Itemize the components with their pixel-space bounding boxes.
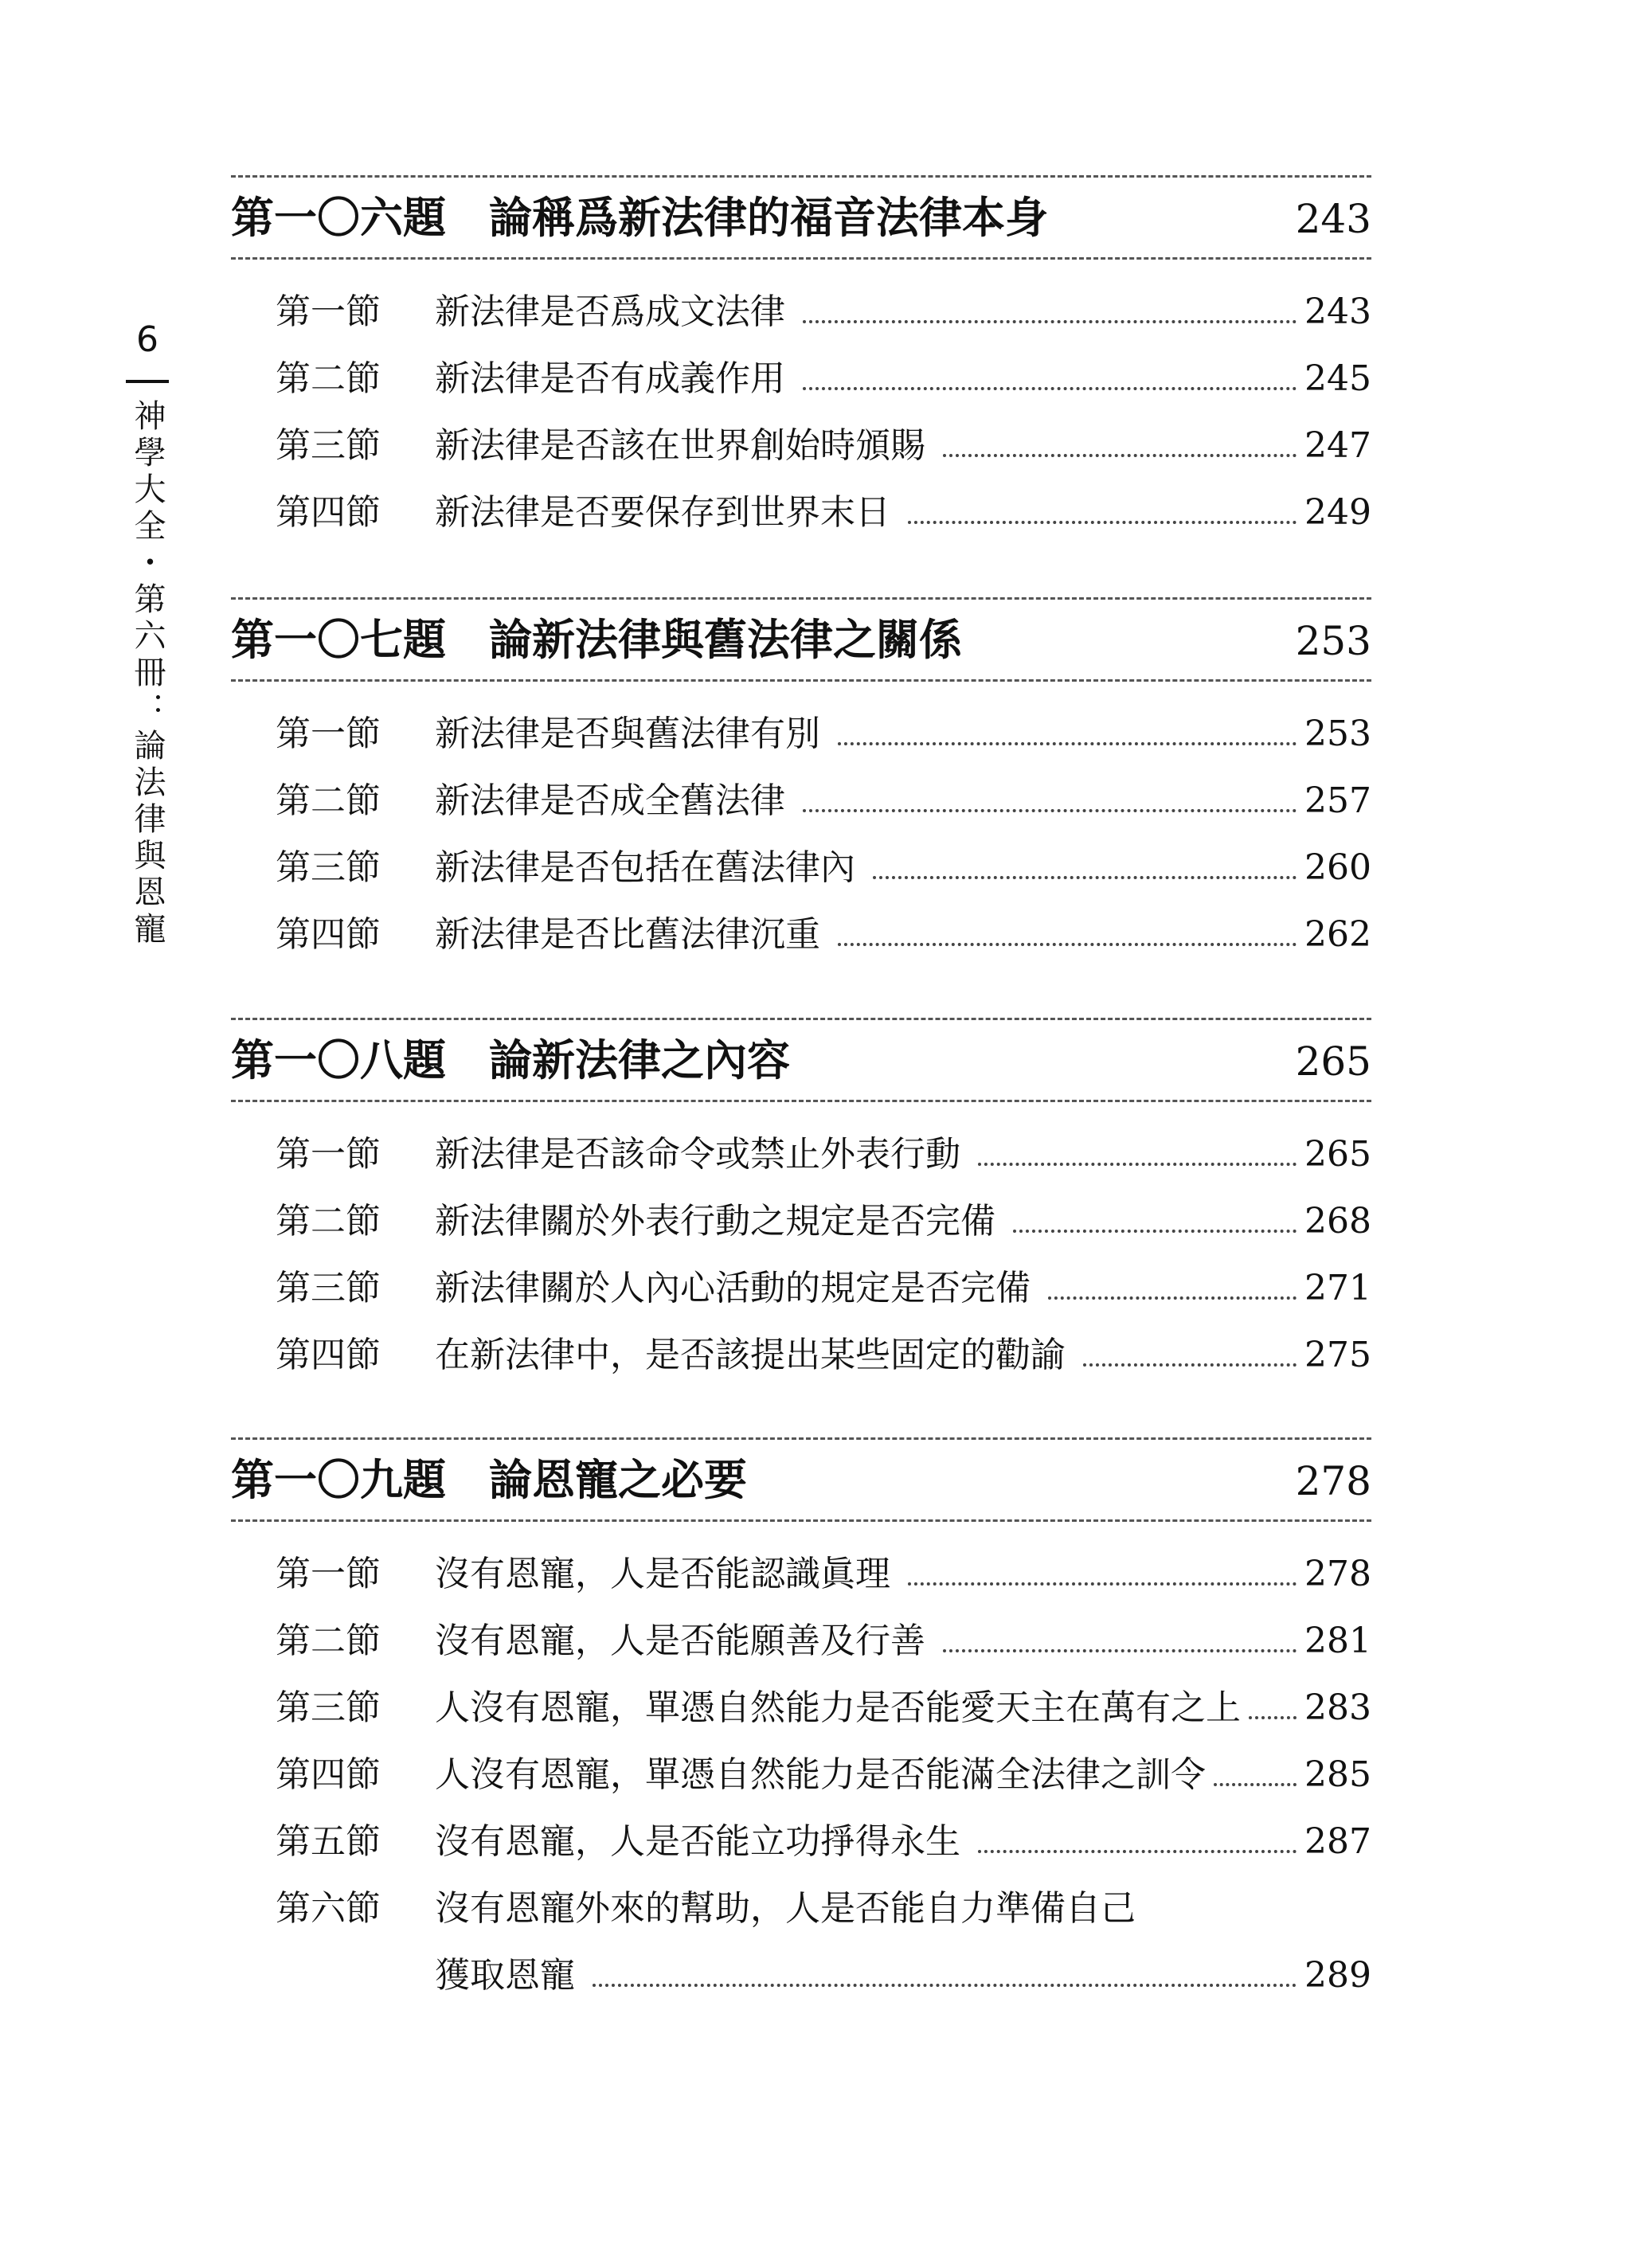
section-entry: [231, 1875, 1371, 1942]
section-entry: [231, 1121, 1371, 1188]
section-entry-continuation: [231, 1942, 1371, 2009]
chapter-page: 253: [1295, 618, 1371, 664]
chapter-page: 278: [1295, 1458, 1371, 1504]
section-list: [231, 1121, 1371, 1389]
section-title: 新法律是否成全舊法律: [435, 780, 785, 821]
section-title: 人沒有恩寵，單憑自然能力是否能滿全法律之訓令: [435, 1754, 1206, 1795]
section-page: 262: [1304, 914, 1371, 955]
section-list: [231, 279, 1371, 546]
dot-leader: [838, 943, 1297, 946]
dot-leader: [1083, 1363, 1297, 1367]
section-list: [231, 701, 1371, 968]
section-title: 新法律是否包括在舊法律內: [435, 847, 855, 888]
chapter-106: [231, 175, 1371, 546]
section-entry: [231, 835, 1371, 901]
dot-leader: [978, 1163, 1297, 1166]
section-page: 253: [1304, 714, 1371, 754]
section-title: 新法律是否該命令或禁止外表行動: [435, 1134, 960, 1175]
chapter-108: [231, 1018, 1371, 1389]
section-page: 249: [1304, 492, 1371, 533]
dot-leader: [978, 1850, 1297, 1853]
dot-leader: [943, 1649, 1297, 1652]
chapter-bottom-rule: [231, 1519, 1371, 1522]
section-label: 第一節: [276, 714, 381, 754]
section-title: 人沒有恩寵，單憑自然能力是否能愛天主在萬有之上: [435, 1687, 1241, 1728]
section-label: 第四節: [276, 1754, 381, 1795]
section-label: 第三節: [276, 847, 381, 888]
section-label: 第三節: [276, 1687, 381, 1728]
section-title-continued: 獲取恩寵: [435, 1955, 575, 1996]
chapter-page: 265: [1295, 1038, 1371, 1085]
running-head-rule: [126, 380, 169, 383]
dot-leader: [873, 876, 1297, 879]
section-title: 沒有恩寵，人是否能願善及行善: [435, 1621, 925, 1661]
section-title: 新法律關於外表行動之規定是否完備: [435, 1201, 995, 1242]
section-page: 247: [1304, 425, 1371, 466]
section-title: 沒有恩寵，人是否能立功掙得永生: [435, 1821, 960, 1862]
chapter-heading: [231, 1440, 1371, 1519]
section-entry: [231, 901, 1371, 968]
section-title: 在新法律中，是否該提出某些固定的勸諭: [435, 1335, 1066, 1375]
book-title: 神學大全・第六冊：論法律與恩寵: [129, 399, 166, 948]
section-title: 沒有恩寵外來的幫助，人是否能自力準備自己: [435, 1888, 1136, 1929]
dot-leader: [838, 742, 1297, 745]
section-title: 新法律是否該在世界創始時頒賜: [435, 425, 925, 466]
section-label: 第二節: [276, 358, 381, 399]
chapter-title: 第一〇七題 論新法律與舊法律之關係: [231, 614, 962, 665]
section-entry: [231, 768, 1371, 835]
section-page: 268: [1304, 1201, 1371, 1242]
section-page: 245: [1304, 358, 1371, 399]
section-page: 260: [1304, 847, 1371, 888]
dot-leader: [593, 1984, 1297, 1987]
section-title: 新法律關於人內心活動的規定是否完備: [435, 1268, 1031, 1308]
section-page: 283: [1304, 1687, 1371, 1728]
chapter-title: 第一〇六題 論稱爲新法律的福音法律本身: [231, 192, 1048, 243]
section-page: 257: [1304, 780, 1371, 821]
dot-leader: [1214, 1783, 1297, 1786]
chapter-heading: [231, 600, 1371, 679]
chapter-bottom-rule: [231, 1100, 1371, 1102]
section-label: 第一節: [276, 1134, 381, 1175]
dot-leader: [1048, 1296, 1297, 1300]
section-label: 第六節: [276, 1888, 381, 1929]
section-page: 243: [1304, 291, 1371, 332]
section-page: 275: [1304, 1335, 1371, 1375]
section-entry: [231, 346, 1371, 413]
chapter-page: 243: [1295, 196, 1371, 242]
section-label: 第二節: [276, 1201, 381, 1242]
section-page: 287: [1304, 1821, 1371, 1862]
section-entry: [231, 1608, 1371, 1675]
section-page: 281: [1304, 1621, 1371, 1661]
section-label: 第三節: [276, 425, 381, 466]
section-entry: [231, 1188, 1371, 1255]
section-label: 第四節: [276, 914, 381, 955]
section-label: 第四節: [276, 492, 381, 533]
section-title: 新法律是否與舊法律有別: [435, 714, 820, 754]
section-entry: [231, 701, 1371, 768]
chapter-heading: [231, 178, 1371, 257]
section-title: 新法律是否有成義作用: [435, 358, 785, 399]
section-label: 第二節: [276, 1621, 381, 1661]
section-label: 第四節: [276, 1335, 381, 1375]
chapter-109: [231, 1437, 1371, 2009]
chapter-heading: [231, 1020, 1371, 1100]
section-page: 271: [1304, 1268, 1371, 1308]
section-title: 沒有恩寵，人是否能認識眞理: [435, 1554, 890, 1594]
running-head: [126, 319, 169, 948]
chapter-bottom-rule: [231, 257, 1371, 260]
dot-leader: [908, 1582, 1297, 1586]
dot-leader: [803, 809, 1297, 812]
dot-leader: [1249, 1716, 1297, 1719]
dot-leader: [803, 387, 1297, 390]
chapter-107: [231, 597, 1371, 968]
dot-leader: [1013, 1230, 1297, 1233]
section-entry: [231, 413, 1371, 479]
section-entry: [231, 279, 1371, 346]
section-title: 新法律是否比舊法律沉重: [435, 914, 820, 955]
section-title: 新法律是否爲成文法律: [435, 291, 785, 332]
section-label: 第三節: [276, 1268, 381, 1308]
page-number: 6: [136, 319, 158, 360]
chapter-title: 第一〇八題 論新法律之內容: [231, 1034, 790, 1085]
section-page: 278: [1304, 1554, 1371, 1594]
section-label: 第五節: [276, 1821, 381, 1862]
dot-leader: [943, 454, 1297, 457]
section-entry: [231, 1255, 1371, 1322]
chapter-title: 第一〇九題 論恩寵之必要: [231, 1454, 747, 1505]
section-entry: [231, 1742, 1371, 1809]
section-list: [231, 1541, 1371, 2009]
dot-leader: [803, 320, 1297, 323]
section-page: 265: [1304, 1134, 1371, 1175]
section-entry: [231, 1809, 1371, 1875]
section-title: 新法律是否要保存到世界末日: [435, 492, 890, 533]
section-page: 289: [1304, 1955, 1371, 1996]
section-label: 第二節: [276, 780, 381, 821]
section-label: 第一節: [276, 291, 381, 332]
chapter-bottom-rule: [231, 679, 1371, 682]
section-entry: [231, 479, 1371, 546]
dot-leader: [908, 521, 1297, 524]
section-entry: [231, 1675, 1371, 1742]
section-page: 285: [1304, 1754, 1371, 1795]
section-label: 第一節: [276, 1554, 381, 1594]
section-entry: [231, 1322, 1371, 1389]
section-entry: [231, 1541, 1371, 1608]
